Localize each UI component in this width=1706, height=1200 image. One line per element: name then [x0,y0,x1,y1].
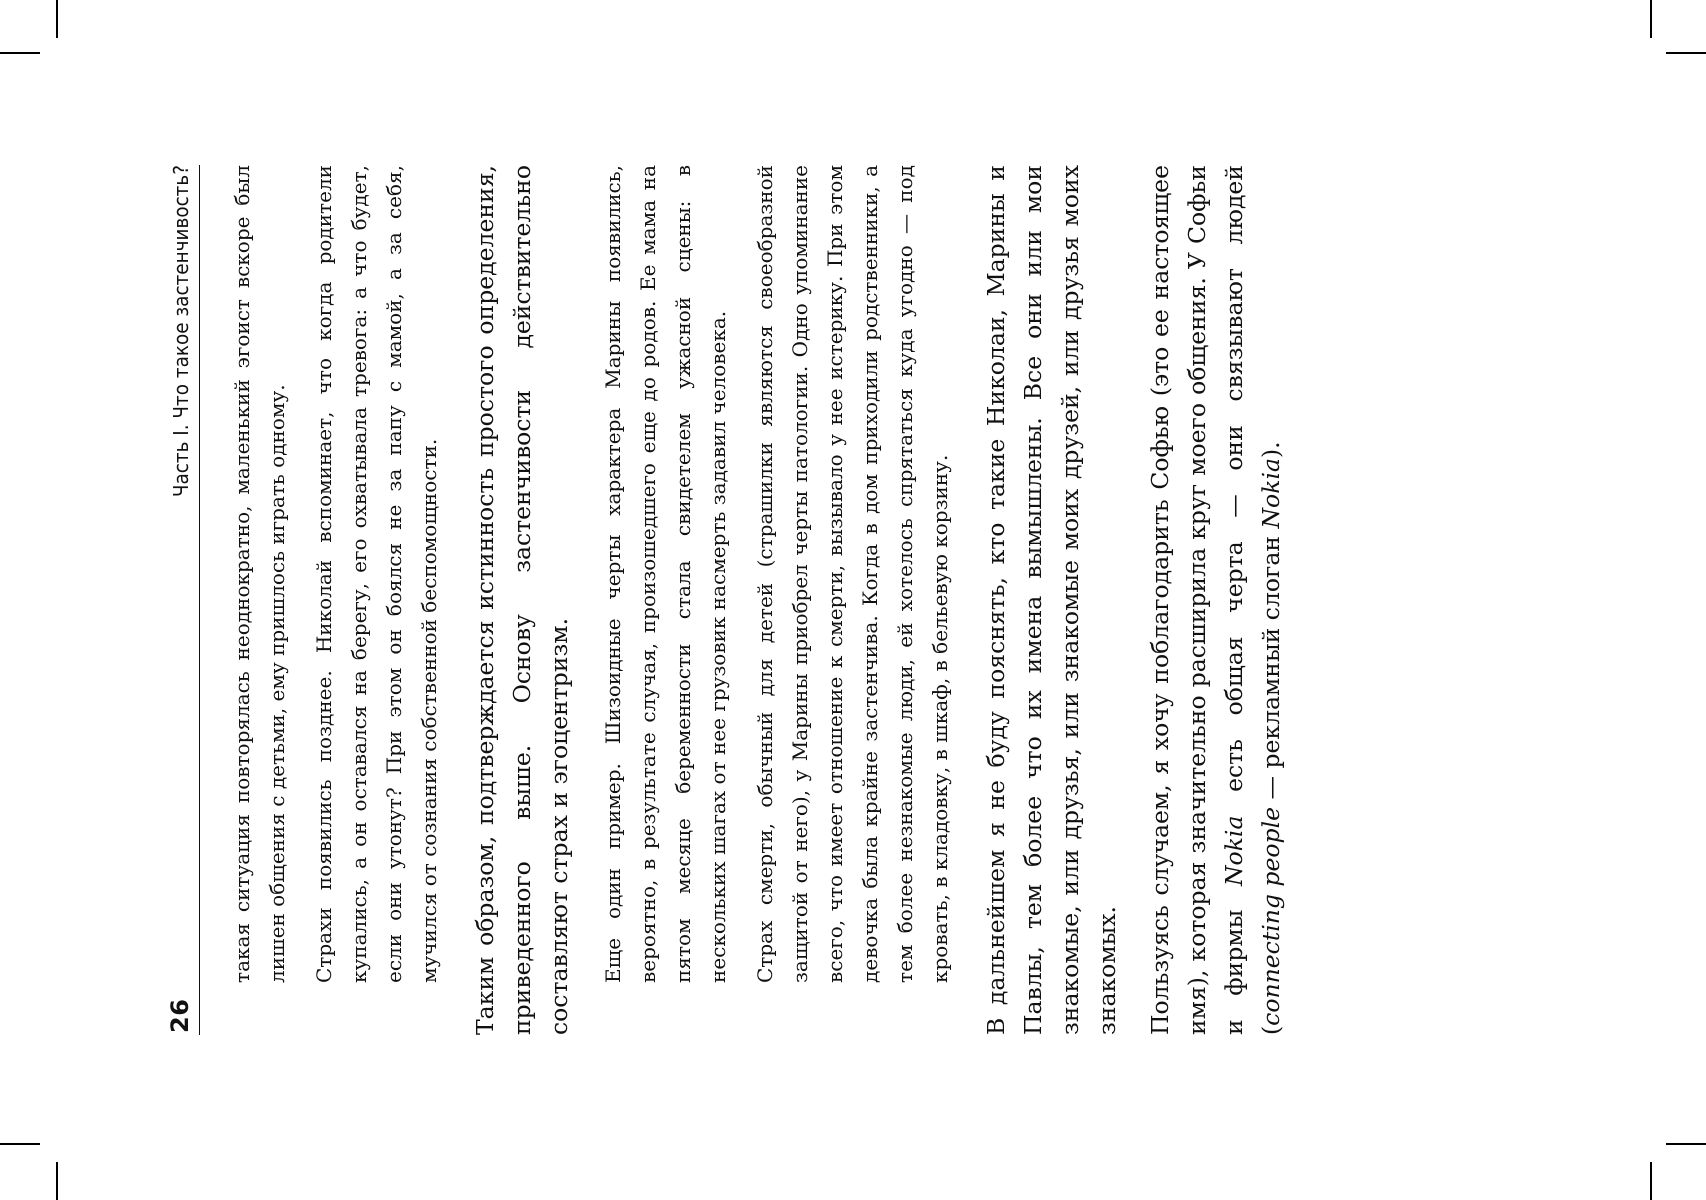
paragraph-7-text-2: есть общая черта — они связывают людей ( [1220,165,1285,1035]
crop-mark-top-right-horizontal [1666,52,1706,54]
paragraph-7 [1142,165,1290,1035]
paragraph-4: Еще один пример. Шизоидные черты характера Марины появились, вероятно, в результате случая, произошедшего еще до родов. Ее мама на пятом месяце беременности стала свидетелем ужасной сцены: в нескольких шагах от нее грузовик насмерть задавил человека. [601,165,730,983]
crop-mark-bottom-left-vertical [56,1162,58,1200]
running-head [165,165,200,1035]
paragraph-7-text-3: — рекламный слоган [1257,528,1285,807]
paragraph-7-text-1: Пользуясь случаем, я хочу поблагодарить Софью (это ее настоящее имя), которая значительно расширила круг моего общения. У Софьи и фирмы [1146,165,1248,1035]
paragraph-7-italic-3: Nokia [1257,458,1285,529]
crop-mark-bottom-left-horizontal [0,1143,40,1145]
chapter-title: Часть I. Что такое застенчивость? [169,165,193,498]
paragraph-1: такая ситуация повторялась неоднократно, маленький эгоист вскоре был лишен общения с детьми, ему пришлось играть одному. [230,165,289,983]
paragraph-5: Страх смерти, обычный для детей (страшилки являются своеобразной защитой от него), у Марины приобрел черты патологии. Одно упоминание всего, что имеет отношение к смерти, вызывало у нее истерику. При этом девочка была крайне застенчива. Когда в дом приходили родственники, а тем более незнакомые люди, ей хотелось спрятаться куда угодно — под кровать, в кладовку, в шкаф, в бельевую корзину. [753,165,952,983]
paragraph-6: В дальнейшем я не буду пояснять, кто такие Николаи, Марины и Павлы, тем более что их имена вымышлены. Все они или мои знакомые, или друзья, или знакомые моих друзей, или друзья моих знакомых. [982,165,1121,1035]
paragraph-7-italic-2: connecting people [1257,807,1285,1026]
body-text [225,165,1290,1035]
paragraph-7-italic-1: Nokia [1220,815,1248,887]
crop-mark-top-right-vertical [1650,0,1652,38]
crop-mark-bottom-right-horizontal [1666,1143,1706,1145]
crop-mark-top-left-horizontal [0,52,40,54]
crop-mark-bottom-right-vertical [1650,1162,1652,1200]
paragraph-7-text-4: ). [1257,441,1285,459]
paragraph-2: Страхи появились позднее. Николай вспоминает, что когда родители купались, а он оставался на берегу, его охватывала тревога: а что будет, если они утонут? При этом он боялся не за папу с мамой, а за себя, мучился от сознания собственной беспомощности. [312,165,441,983]
crop-mark-top-left-vertical [56,0,58,38]
paragraph-3: Таким образом, подтверждается истинность простого определения, приведенного выше. Основу застенчивости действительно составляют страх и эгоцентризм. [471,165,573,1035]
book-page [165,165,1505,1035]
page-number: 26 [166,998,194,1033]
